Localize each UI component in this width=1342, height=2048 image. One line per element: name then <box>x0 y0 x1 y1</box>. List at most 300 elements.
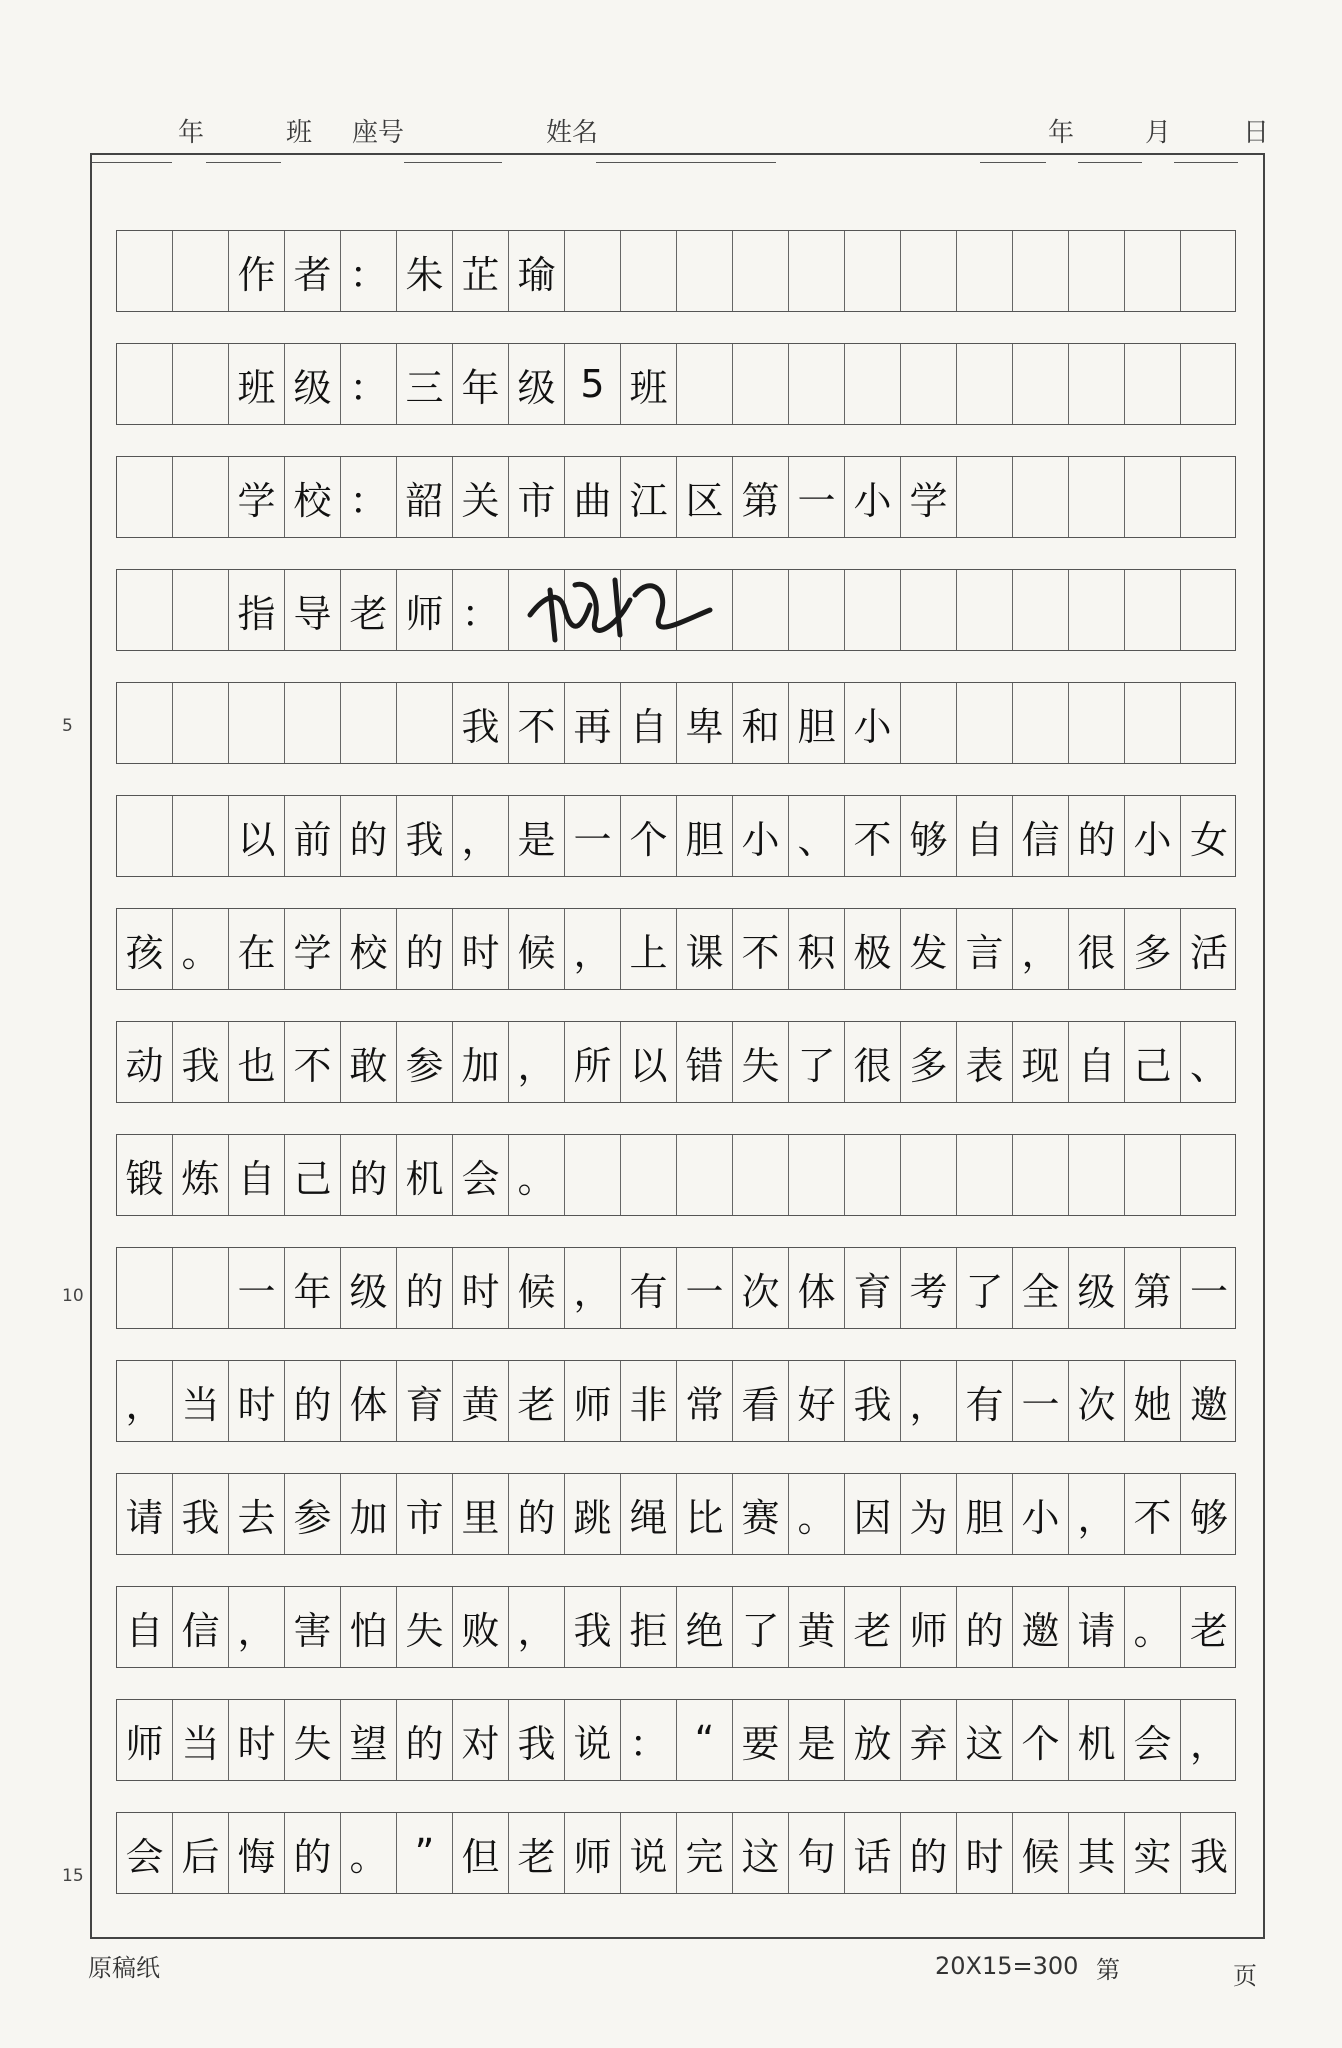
grid-cell: 是 <box>509 796 565 876</box>
grid-cell: 不 <box>285 1022 341 1102</box>
grid-cell: 胆 <box>789 683 845 763</box>
grid-cell: 这 <box>733 1813 789 1893</box>
grid-cell <box>1013 344 1069 424</box>
grid-cell <box>1125 457 1181 537</box>
grid-cell <box>117 1248 173 1328</box>
grid-cell <box>1125 344 1181 424</box>
grid-cell: 所 <box>565 1022 621 1102</box>
grid-cell: 小 <box>845 683 901 763</box>
grid-cell: 一 <box>1013 1361 1069 1441</box>
grid-cell <box>1181 231 1237 311</box>
grid-cell: 机 <box>1069 1700 1125 1780</box>
grid-cell: 候 <box>509 909 565 989</box>
header-xingming: 姓名 <box>546 118 599 148</box>
grid-cell: 体 <box>789 1248 845 1328</box>
grid-cell <box>789 231 845 311</box>
grid-cell <box>901 231 957 311</box>
grid-cell <box>957 1135 1013 1215</box>
grid-cell: 活 <box>1189 930 1228 975</box>
grid-cell: 作 <box>229 231 285 311</box>
grid-cell: ， <box>453 796 509 876</box>
grid-cell: 者 <box>285 231 341 311</box>
grid-cell <box>789 344 845 424</box>
grid-cell <box>173 1248 229 1328</box>
grid-cell <box>733 231 789 311</box>
grid-cell: 班 <box>621 344 677 424</box>
grid-cell: 句 <box>789 1813 845 1893</box>
grid-cell: 加 <box>341 1474 397 1554</box>
grid-cell: 时 <box>229 1700 285 1780</box>
grid-cell: 参 <box>397 1022 453 1102</box>
grid-cell: 了 <box>733 1587 789 1667</box>
grid-cell <box>1013 683 1069 763</box>
grid-cell: 时 <box>957 1813 1013 1893</box>
grid-row <box>116 1247 1236 1329</box>
grid-cell: 师 <box>565 1361 621 1441</box>
grid-cell <box>1069 570 1125 650</box>
grid-cell: 5 <box>565 344 621 424</box>
grid-cell: 和 <box>733 683 789 763</box>
grid-cell: 一 <box>565 796 621 876</box>
grid-cell <box>957 344 1013 424</box>
header-date-ri: 日 <box>1243 118 1270 148</box>
grid-cell: 不 <box>845 796 901 876</box>
grid-cell: 害 <box>285 1587 341 1667</box>
grid-cell: 学 <box>285 909 341 989</box>
grid-cell: ， <box>1189 1721 1228 1766</box>
grid-cell <box>901 1135 957 1215</box>
grid-cell: 卑 <box>677 683 733 763</box>
grid-cell: 机 <box>397 1135 453 1215</box>
grid-cell: 但 <box>453 1813 509 1893</box>
grid-cell: 己 <box>285 1135 341 1215</box>
grid-cell: 的 <box>341 1135 397 1215</box>
grid-cell <box>1181 683 1237 763</box>
grid-cell: 己 <box>1125 1022 1181 1102</box>
grid-cell: 师 <box>117 1700 173 1780</box>
grid-cell: 够 <box>901 796 957 876</box>
grid-cell: 老 <box>509 1813 565 1893</box>
grid-cell: 她 <box>1125 1361 1181 1441</box>
grid-cell: 师 <box>901 1587 957 1667</box>
grid-cell <box>117 344 173 424</box>
grid-cell: 很 <box>845 1022 901 1102</box>
grid-cell: 动 <box>117 1022 173 1102</box>
grid-cell: 我 <box>453 683 509 763</box>
grid-cell: 当 <box>173 1361 229 1441</box>
grid-row <box>116 908 1236 990</box>
grid-cell <box>957 683 1013 763</box>
grid-cell <box>621 231 677 311</box>
grid-cell: 市 <box>509 457 565 537</box>
grid-cell: 小 <box>1013 1474 1069 1554</box>
grid-cell: 弃 <box>901 1700 957 1780</box>
grid-cell: 年 <box>285 1248 341 1328</box>
grid-cell: 全 <box>1013 1248 1069 1328</box>
grid-cell: 校 <box>285 457 341 537</box>
grid-cell: 第 <box>1125 1248 1181 1328</box>
grid-cell: 育 <box>397 1361 453 1441</box>
grid-cell <box>1181 344 1237 424</box>
grid-row <box>116 1699 1236 1781</box>
header-ban: 班 <box>286 118 313 148</box>
grid-cell <box>173 570 229 650</box>
grid-cell: 候 <box>1013 1813 1069 1893</box>
grid-cell: 、 <box>789 796 845 876</box>
grid-cell: 老 <box>845 1587 901 1667</box>
grid-cell: 发 <box>901 909 957 989</box>
grid-cell: 言 <box>957 909 1013 989</box>
teacher-signature <box>520 560 720 650</box>
grid-cell: 常 <box>677 1361 733 1441</box>
grid-cell: 邀 <box>1013 1587 1069 1667</box>
grid-cell: ： <box>453 570 509 650</box>
grid-cell: ， <box>509 1587 565 1667</box>
row-number-5: 5 <box>62 716 73 736</box>
grid-cell: 小 <box>733 796 789 876</box>
grid-cell: 一 <box>677 1248 733 1328</box>
grid-cell: 失 <box>397 1587 453 1667</box>
grid-cell: “ <box>677 1700 733 1780</box>
grid-cell <box>1069 457 1125 537</box>
grid-cell <box>957 231 1013 311</box>
grid-cell <box>117 457 173 537</box>
manuscript-grid <box>116 230 1236 1879</box>
grid-cell: 我 <box>1189 1834 1228 1879</box>
grid-cell: 很 <box>1069 909 1125 989</box>
grid-cell <box>845 231 901 311</box>
grid-cell: 多 <box>901 1022 957 1102</box>
grid-row <box>116 230 1236 312</box>
grid-cell: 胆 <box>957 1474 1013 1554</box>
grid-row <box>116 456 1236 538</box>
grid-cell <box>677 1135 733 1215</box>
grid-cell: 信 <box>173 1587 229 1667</box>
grid-cell: 育 <box>845 1248 901 1328</box>
grid-cell: 的 <box>341 796 397 876</box>
grid-row <box>116 343 1236 425</box>
grid-row <box>116 1473 1236 1555</box>
grid-cell: 敢 <box>341 1022 397 1102</box>
grid-cell: 的 <box>957 1587 1013 1667</box>
grid-cell: 前 <box>285 796 341 876</box>
grid-cell: ， <box>1013 909 1069 989</box>
grid-cell: 请 <box>117 1474 173 1554</box>
grid-cell: 错 <box>677 1022 733 1102</box>
grid-cell <box>229 683 285 763</box>
grid-cell <box>621 1135 677 1215</box>
grid-cell <box>565 1135 621 1215</box>
grid-cell: ， <box>229 1587 285 1667</box>
grid-cell: 一 <box>789 457 845 537</box>
grid-cell: 胆 <box>677 796 733 876</box>
grid-cell: 的 <box>901 1813 957 1893</box>
grid-cell: 放 <box>845 1700 901 1780</box>
grid-cell: 导 <box>285 570 341 650</box>
grid-cell: 为 <box>901 1474 957 1554</box>
grid-cell: 自 <box>621 683 677 763</box>
grid-cell <box>1069 1135 1125 1215</box>
grid-cell: 好 <box>789 1361 845 1441</box>
grid-cell: 赛 <box>733 1474 789 1554</box>
grid-cell: 候 <box>509 1248 565 1328</box>
grid-cell: 实 <box>1125 1813 1181 1893</box>
grid-cell: 个 <box>621 796 677 876</box>
grid-cell: 望 <box>341 1700 397 1780</box>
grid-cell: 次 <box>1069 1361 1125 1441</box>
grid-row <box>116 1360 1236 1442</box>
grid-cell: 说 <box>565 1700 621 1780</box>
grid-cell: 了 <box>789 1022 845 1102</box>
grid-cell <box>397 683 453 763</box>
grid-cell: 比 <box>677 1474 733 1554</box>
grid-cell: 请 <box>1069 1587 1125 1667</box>
grid-cell: 会 <box>453 1135 509 1215</box>
grid-cell: 自 <box>229 1135 285 1215</box>
grid-cell: 老 <box>1189 1608 1228 1653</box>
grid-cell: 加 <box>453 1022 509 1102</box>
grid-cell: ， <box>117 1361 173 1441</box>
grid-cell <box>1069 231 1125 311</box>
grid-cell: 课 <box>677 909 733 989</box>
grid-cell: 拒 <box>621 1587 677 1667</box>
header-zuohao: 座号 <box>352 118 405 148</box>
grid-cell <box>845 344 901 424</box>
grid-cell <box>901 570 957 650</box>
grid-cell: 积 <box>789 909 845 989</box>
grid-cell: 时 <box>453 909 509 989</box>
grid-cell <box>1125 570 1181 650</box>
grid-cell <box>901 683 957 763</box>
grid-cell: 也 <box>229 1022 285 1102</box>
grid-cell <box>789 1135 845 1215</box>
grid-cell: 芷 <box>453 231 509 311</box>
header-date-nian: 年 <box>1048 118 1075 148</box>
grid-cell: 要 <box>733 1700 789 1780</box>
grid-cell <box>1181 1135 1237 1215</box>
grid-cell: 级 <box>285 344 341 424</box>
grid-cell: 怕 <box>341 1587 397 1667</box>
grid-cell <box>117 570 173 650</box>
footer-page-di: 第 <box>1096 1956 1120 1984</box>
grid-cell <box>677 344 733 424</box>
grid-cell: 这 <box>957 1700 1013 1780</box>
grid-cell: 会 <box>117 1813 173 1893</box>
grid-cell: 够 <box>1189 1495 1228 1540</box>
grid-cell <box>677 231 733 311</box>
grid-cell: 表 <box>957 1022 1013 1102</box>
grid-cell: 自 <box>957 796 1013 876</box>
grid-cell: 我 <box>173 1022 229 1102</box>
grid-cell <box>733 344 789 424</box>
grid-cell: 考 <box>901 1248 957 1328</box>
grid-cell: 级 <box>341 1248 397 1328</box>
grid-cell <box>1181 570 1237 650</box>
grid-row <box>116 795 1236 877</box>
grid-cell: 曲 <box>565 457 621 537</box>
grid-cell: 孩 <box>117 909 173 989</box>
grid-cell: 因 <box>845 1474 901 1554</box>
grid-cell: 。 <box>173 909 229 989</box>
grid-cell <box>1013 457 1069 537</box>
grid-cell: ： <box>341 457 397 537</box>
grid-cell: ， <box>901 1361 957 1441</box>
grid-row <box>116 1812 1236 1894</box>
grid-cell: 的 <box>509 1474 565 1554</box>
grid-cell: 。 <box>789 1474 845 1554</box>
grid-cell: 市 <box>397 1474 453 1554</box>
grid-cell: ， <box>1069 1474 1125 1554</box>
grid-cell: 的 <box>397 1700 453 1780</box>
grid-cell <box>1013 1135 1069 1215</box>
grid-cell <box>901 344 957 424</box>
grid-cell: 锻 <box>117 1135 173 1215</box>
grid-cell: 三 <box>397 344 453 424</box>
grid-cell: 校 <box>341 909 397 989</box>
grid-cell: ： <box>341 344 397 424</box>
grid-cell: 炼 <box>173 1135 229 1215</box>
grid-cell: 的 <box>285 1813 341 1893</box>
grid-cell: 里 <box>453 1474 509 1554</box>
grid-cell: 败 <box>453 1587 509 1667</box>
grid-cell: 现 <box>1013 1022 1069 1102</box>
grid-cell: 再 <box>565 683 621 763</box>
grid-cell: 师 <box>565 1813 621 1893</box>
footer-grid-count: 20X15=300 <box>935 1952 1079 1980</box>
grid-cell: 话 <box>845 1813 901 1893</box>
grid-cell: 不 <box>509 683 565 763</box>
grid-cell: 朱 <box>397 231 453 311</box>
grid-cell <box>117 231 173 311</box>
grid-cell: 、 <box>1189 1043 1228 1088</box>
grid-cell: 有 <box>621 1248 677 1328</box>
grid-cell: 自 <box>1069 1022 1125 1102</box>
grid-cell: 绳 <box>621 1474 677 1554</box>
grid-cell: 级 <box>1069 1248 1125 1328</box>
grid-cell: 失 <box>733 1022 789 1102</box>
grid-cell: 瑜 <box>509 231 565 311</box>
grid-cell <box>173 231 229 311</box>
grid-cell: 绝 <box>677 1587 733 1667</box>
grid-cell: ” <box>397 1813 453 1893</box>
grid-cell: 非 <box>621 1361 677 1441</box>
grid-cell: ， <box>565 1248 621 1328</box>
grid-cell: 小 <box>845 457 901 537</box>
grid-cell: 老 <box>509 1361 565 1441</box>
grid-cell: 信 <box>1013 796 1069 876</box>
grid-cell <box>173 683 229 763</box>
grid-cell: 多 <box>1125 909 1181 989</box>
grid-cell <box>117 683 173 763</box>
grid-cell: 不 <box>733 909 789 989</box>
grid-cell: ， <box>565 909 621 989</box>
grid-cell: 看 <box>733 1361 789 1441</box>
grid-cell: 的 <box>285 1361 341 1441</box>
grid-cell <box>1013 231 1069 311</box>
grid-cell: 跳 <box>565 1474 621 1554</box>
grid-cell: 第 <box>733 457 789 537</box>
grid-cell: 我 <box>397 796 453 876</box>
grid-cell: 邀 <box>1189 1382 1228 1427</box>
grid-cell: 韶 <box>397 457 453 537</box>
grid-cell <box>173 796 229 876</box>
grid-cell: 了 <box>957 1248 1013 1328</box>
grid-cell: 。 <box>341 1813 397 1893</box>
grid-cell <box>957 457 1013 537</box>
grid-cell <box>845 1135 901 1215</box>
grid-cell <box>957 570 1013 650</box>
grid-cell: 自 <box>117 1587 173 1667</box>
header-date-yue: 月 <box>1145 118 1172 148</box>
grid-cell: 的 <box>397 1248 453 1328</box>
grid-row <box>116 1586 1236 1668</box>
row-number-15: 15 <box>62 1866 84 1886</box>
grid-cell: 当 <box>173 1700 229 1780</box>
grid-cell <box>733 570 789 650</box>
grid-cell: 我 <box>565 1587 621 1667</box>
grid-cell: 个 <box>1013 1700 1069 1780</box>
grid-cell: 一 <box>1189 1269 1228 1314</box>
grid-cell: 完 <box>677 1813 733 1893</box>
grid-cell: 。 <box>509 1135 565 1215</box>
grid-cell: 时 <box>453 1248 509 1328</box>
grid-cell: 黄 <box>453 1361 509 1441</box>
grid-cell <box>117 796 173 876</box>
grid-cell <box>285 683 341 763</box>
grid-cell: 班 <box>229 344 285 424</box>
grid-cell <box>1013 570 1069 650</box>
grid-cell: 其 <box>1069 1813 1125 1893</box>
grid-cell: 一 <box>229 1248 285 1328</box>
grid-cell: 江 <box>621 457 677 537</box>
grid-cell: 悔 <box>229 1813 285 1893</box>
grid-cell: ： <box>341 231 397 311</box>
row-number-10: 10 <box>62 1286 84 1306</box>
grid-cell: 说 <box>621 1813 677 1893</box>
grid-cell: 指 <box>229 570 285 650</box>
grid-cell <box>1125 683 1181 763</box>
grid-cell: ， <box>509 1022 565 1102</box>
grid-cell: 在 <box>229 909 285 989</box>
grid-cell: ： <box>621 1700 677 1780</box>
grid-cell: 黄 <box>789 1587 845 1667</box>
grid-cell <box>1069 344 1125 424</box>
grid-cell: 是 <box>789 1700 845 1780</box>
grid-cell: 区 <box>677 457 733 537</box>
grid-cell <box>565 231 621 311</box>
footer-page-ye: 页 <box>1233 1962 1257 1990</box>
grid-cell: 女 <box>1189 817 1228 862</box>
grid-row <box>116 682 1236 764</box>
grid-cell <box>845 570 901 650</box>
grid-cell: 参 <box>285 1474 341 1554</box>
grid-cell: 去 <box>229 1474 285 1554</box>
grid-row <box>116 1134 1236 1216</box>
grid-cell: 我 <box>173 1474 229 1554</box>
grid-cell <box>1069 683 1125 763</box>
grid-cell <box>1181 457 1237 537</box>
grid-cell: 不 <box>1125 1474 1181 1554</box>
grid-cell: 年 <box>453 344 509 424</box>
grid-cell: 师 <box>397 570 453 650</box>
grid-cell: 后 <box>173 1813 229 1893</box>
grid-cell: 以 <box>621 1022 677 1102</box>
grid-cell <box>173 344 229 424</box>
grid-cell: 以 <box>229 796 285 876</box>
grid-cell: 上 <box>621 909 677 989</box>
grid-cell <box>733 1135 789 1215</box>
grid-cell: 会 <box>1125 1700 1181 1780</box>
